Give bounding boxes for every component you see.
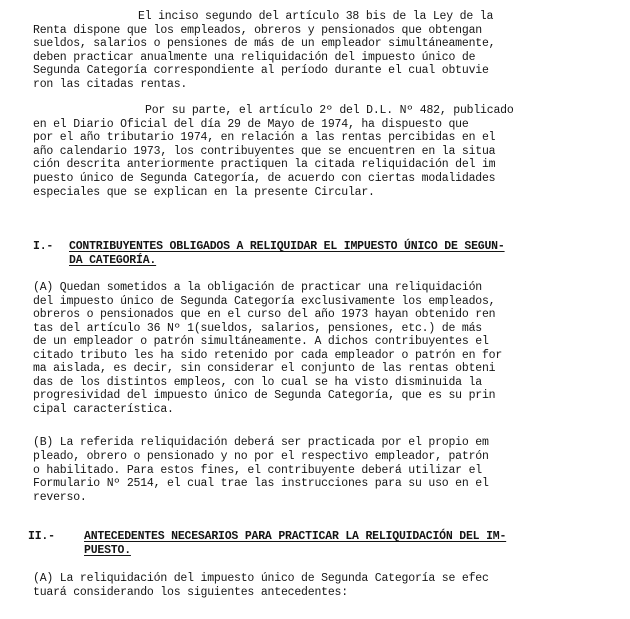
text-line: pleado, obrero o pensionado y no por el respectivo empleador, patrón <box>33 450 489 463</box>
text-line: ción descrita anteriormente practiquen la citada reliquidación del im <box>33 158 496 171</box>
text-line: en el Diario Oficial del día 29 de Mayo de 1974, ha dispuesto que <box>33 118 469 131</box>
text-line: cipal característica. <box>33 403 174 416</box>
text-line: obreros o pensionados que en el curso del año 1973 hayan obtenido ren <box>33 308 496 321</box>
text-line: especiales que se explican en la presente Circular. <box>33 186 375 199</box>
section-number: II.- <box>28 530 55 543</box>
text-line: reverso. <box>33 491 87 504</box>
text-line: El inciso segundo del artículo 38 bis de la Ley de la <box>138 10 494 23</box>
text-line: progresividad del impuesto único de Segunda Categoría, que es su prin <box>33 389 496 402</box>
text-line: por el año tributario 1974, en relación a las rentas percibidas en el <box>33 131 496 144</box>
text-line: Formulario Nº 2514, el cual trae las instrucciones para su uso en el <box>33 477 489 490</box>
text-line: sueldos, salarios o pensiones de más de un empleador simultáneamente, <box>33 37 496 50</box>
text-line: tas del artículo 36 Nº 1(sueldos, salarios, pensiones, etc.) de más <box>33 322 482 335</box>
text-line: puesto único de Segunda Categoría, de acuerdo con ciertas modalidades <box>33 172 496 185</box>
text-line: año calendario 1973, los contribuyentes que se encuentren en la situa <box>33 145 496 158</box>
text-line: de un empleador o patrón simultáneamente. A dichos contribuyentes el <box>33 335 489 348</box>
text-line: ma aislada, es decir, sin considerar el conjunto de las rentas obteni <box>33 362 496 375</box>
text-line: Renta dispone que los empleados, obreros y pensionados que obtengan <box>33 24 482 37</box>
text-line: deben practicar anualmente una reliquidación del impuesto único de <box>33 51 476 64</box>
section-title-line: DA CATEGORÍA. <box>69 254 157 267</box>
text-line: ron las citadas rentas. <box>33 78 188 91</box>
text-line: (B) La referida reliquidación deberá ser practicada por el propio em <box>33 436 489 449</box>
text-line: citado tributo les ha sido retenido por cada empleador o patrón en for <box>33 349 503 362</box>
section-title-line: PUESTO. <box>84 544 131 557</box>
section-title-line: ANTECEDENTES NECESARIOS PARA PRACTICAR LA RELIQUIDACIÓN DEL IM- <box>84 530 507 543</box>
text-line: Por su parte, el artículo 2º del D.L. Nº 482, publicado <box>145 104 514 117</box>
section-title-line: CONTRIBUYENTES OBLIGADOS A RELIQUIDAR EL IMPUESTO ÚNICO DE SEGUN- <box>69 240 505 253</box>
text-line: (A) La reliquidación del impuesto único de Segunda Categoría se efec <box>33 572 489 585</box>
text-line: o habilitado. Para estos fines, el contribuyente deberá utilizar el <box>33 464 482 477</box>
text-line: das de los distintos empleos, con lo cual se ha visto disminuida la <box>33 376 482 389</box>
text-line: tuará considerando los siguientes antecedentes: <box>33 586 348 599</box>
text-line: Segunda Categoría correspondiente al período durante el cual obtuvie <box>33 64 489 77</box>
text-line: del impuesto único de Segunda Categoría exclusivamente los empleados, <box>33 295 496 308</box>
section-number: I.- <box>33 240 54 253</box>
text-line: (A) Quedan sometidos a la obligación de practicar una reliquidación <box>33 281 482 294</box>
